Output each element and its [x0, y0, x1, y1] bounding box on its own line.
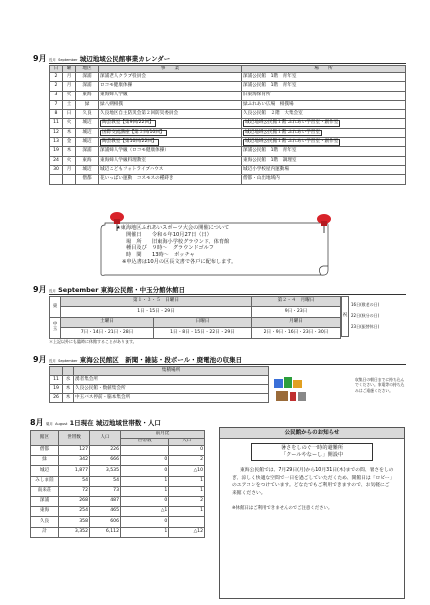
garbage-header-blank-1 [50, 367, 63, 376]
garbage-row [50, 376, 269, 385]
population-title-month-sub: 葉月 [45, 422, 53, 426]
pop-population: 73 [90, 486, 121, 496]
population-row [31, 466, 205, 476]
garbage-underline [49, 364, 406, 365]
population-row [31, 486, 205, 496]
calendar-place-cell [242, 156, 406, 165]
pop-diff-population: △10 [169, 466, 205, 476]
pop-households: 1,877 [59, 466, 90, 476]
pop-header-diff-pop: 人口 [169, 438, 205, 446]
pop-population: 487 [90, 496, 121, 506]
info-banner [251, 443, 373, 461]
notice-line-0: ★東海地区ふれあいスポーツ大会の開催について [116, 225, 230, 231]
calendar-dow: 火 [63, 91, 76, 100]
calendar-day: 19 [50, 147, 63, 156]
pop-population: 54 [90, 476, 121, 486]
population-title [30, 417, 161, 428]
population-title-en: August [55, 422, 68, 426]
calendar-place-cell [242, 100, 406, 109]
info-header: 公民館からのお知らせ [220, 428, 404, 439]
calendar-event-cell [99, 110, 242, 119]
calendar-event-cell [99, 100, 242, 109]
info-banner-2: 「クールやなーし」開設中 [280, 452, 344, 458]
calendar-event: 陶芸教室【第10回/22回】 [102, 138, 157, 144]
calendar-day: 8 [50, 110, 63, 119]
garbage-row [50, 394, 269, 403]
closed-label-tama: 玉 [52, 327, 58, 332]
calendar-dow: 木 [63, 128, 76, 137]
calendar-title-text: 城辺地域公民館事業カレンダー [79, 55, 171, 63]
pop-diff-households: 1 [121, 476, 169, 486]
notice-line-2: 場 所 旧東海小学校グラウンド、体育館 [126, 238, 230, 245]
calendar-area: 緑 [76, 100, 99, 109]
calendar-underline [49, 63, 406, 64]
calendar-day: 11 [50, 119, 63, 128]
pop-households: 3,352 [59, 527, 90, 537]
garbage-side-note: 収集日の朝日までに持ち込んでください。家電等の持ち込みはご遠慮ください。 [355, 377, 405, 393]
calendar-day [50, 175, 63, 184]
calendar-place: 深浦公民館 1階 青年室 [243, 83, 297, 89]
calendar-place-cell [242, 73, 406, 82]
calendar-header-place: 場 所 [242, 66, 406, 73]
closed-holiday-2: 23日(振替休日) [351, 324, 380, 329]
closed-naka-d2: 1日・8日・15日・22日・29日 [154, 328, 252, 339]
closed-higashi-dates-2: 9日・23日 [252, 307, 341, 318]
garbage-header-place: 集積場所 [74, 367, 269, 376]
calendar-place: 城辺小学校屋内運動場 [243, 166, 289, 172]
calendar-place: 深浦公民館 1階 青年室 [243, 148, 297, 154]
calendar-event-cell [99, 147, 242, 156]
calendar-area: 城辺 [76, 128, 99, 137]
closed-title-month-sub: 長月 [48, 289, 56, 293]
pop-area: みしま陸 [31, 476, 59, 486]
closed-label-higashi: 東 [50, 297, 61, 318]
garbage-title-month-sub: 長月 [48, 359, 56, 363]
calendar-row [50, 175, 406, 184]
notice-scroll [99, 222, 331, 277]
closed-naka-h1: 土曜日 [61, 318, 154, 328]
garbage-place: 久良公民館・数値集会所 [74, 385, 269, 394]
pop-diff-households: 0 [121, 466, 169, 476]
population-row [31, 446, 205, 456]
pop-diff-households: 0 [121, 456, 169, 466]
closed-higashi-dates-1: 1日・15日・29日 [61, 307, 252, 318]
calendar-event-cell [99, 128, 242, 137]
calendar-day: 24 [50, 156, 63, 165]
calendar-dow: 金 [63, 138, 76, 147]
info-footer: ※休館日はご利用できませんのでご注意ください。 [232, 506, 333, 512]
calendar-title-month-sub: 長月 [48, 58, 56, 62]
calendar-event-cell [99, 119, 242, 128]
pop-diff-population: 1 [169, 507, 205, 517]
closed-higashi-header-1: 第１・３・５ 日曜日 [61, 297, 252, 307]
calendar-event: 深浦老人クラブ役員会 [100, 73, 146, 79]
calendar-dow: 火 [63, 119, 76, 128]
calendar-place-cell [242, 110, 406, 119]
pop-diff-population: 0 [169, 446, 205, 456]
pop-population: 6,112 [90, 527, 121, 537]
calendar-event: 久良地区自主防災会第２回防災委員会 [100, 111, 179, 117]
calendar-event: 城辺こどもフォトライブハウス [100, 166, 164, 172]
garbage-place: 中玉バス停前・脇本集会所 [74, 394, 269, 403]
pop-area: 南来荘 [31, 486, 59, 496]
calendar-day: 2 [50, 82, 63, 91]
pop-population: 666 [90, 456, 121, 466]
calendar-event-cell [99, 82, 242, 91]
calendar-row [50, 100, 406, 109]
notice-line-4: 時 間 13時～ ボッチャ [126, 252, 195, 259]
pop-area: 東海 [31, 507, 59, 517]
pop-households: 268 [59, 496, 90, 506]
pop-header-pop: 人口 [90, 431, 121, 446]
notice-line-3: 種目及び ９時～ グラウンドゴルフ [126, 245, 214, 252]
pop-population: 3,535 [90, 466, 121, 476]
garbage-title-month: 9月 [33, 355, 47, 364]
calendar-header-dow: 曜 [63, 66, 76, 73]
calendar-day: 30 [50, 165, 63, 174]
pop-diff-population: 1 [169, 486, 205, 496]
calendar-place: 久良公民館 ２階 大集会室 [243, 111, 303, 117]
closed-underline [49, 294, 406, 295]
pop-area: 久良 [31, 517, 59, 527]
closed-holiday-0: 16日(敬老の日) [351, 302, 380, 307]
pop-header-diff: 前月比 [121, 431, 205, 439]
calendar-place: 緑ふれあい広場 相撲場 [243, 101, 294, 107]
calendar-area: 城辺 [76, 138, 99, 147]
recycle-illustration-icon [272, 375, 312, 405]
closed-naka-d1: 7日・14日・21日・28日 [61, 328, 154, 339]
calendar-place-cell [242, 138, 406, 147]
calendar-day: 13 [50, 138, 63, 147]
pop-area: 深浦 [31, 496, 59, 506]
calendar-day: 7 [50, 100, 63, 109]
pushpin-left-icon [107, 210, 127, 232]
calendar-dow [63, 175, 76, 184]
closed-note: ＊上記以外にも臨時に休館することがあります。 [49, 339, 137, 344]
calendar-event: 東海婦人学級料理教室 [100, 157, 146, 163]
pop-households: 54 [59, 476, 90, 486]
garbage-table [49, 366, 269, 403]
calendar-dow: 木 [63, 147, 76, 156]
calendar-dow: 月 [63, 73, 76, 82]
garbage-dow: 木 [63, 394, 74, 403]
population-title-date: 1日現在 [69, 419, 94, 427]
calendar-place-cell [242, 175, 406, 184]
calendar-dow: 日 [63, 110, 76, 119]
closed-holidays [351, 299, 379, 332]
info-body: 東海公民館では、7月29日(月)から10月31日(木)までの間、暑さをしのぎ、涼しく快適な空間で一日を過ごしていただくため、開館日は「ロビー」のエアコンをつけています。どなたでもご利用できますので、お気軽にご来館ください。 [232, 468, 394, 496]
calendar-place: 旧東海保育所 [243, 92, 271, 98]
pop-households: 358 [59, 517, 90, 527]
calendar-event-cell [99, 175, 242, 184]
calendar-header-row [50, 66, 406, 73]
info-banner-1: 暑さをしのぐ一時的避難所 [280, 445, 344, 451]
population-row [31, 476, 205, 486]
pop-diff-population: 2 [169, 456, 205, 466]
calendar-header-area: 地区 [76, 66, 99, 73]
calendar-title-month: 9月 [33, 54, 47, 63]
population-row [31, 507, 205, 517]
calendar-area: 久良 [76, 110, 99, 119]
calendar-area: 僧都 [76, 175, 99, 184]
pop-households: 127 [59, 446, 90, 456]
info-box [219, 427, 405, 599]
calendar-table [49, 65, 406, 185]
closed-naka-h3: 月曜日 [252, 318, 341, 328]
pop-diff-population: △12 [169, 527, 205, 537]
pop-diff-households: △1 [121, 507, 169, 517]
closed-higashi-header-2: 第２・４ 月曜日 [252, 297, 341, 307]
pop-population: 606 [90, 517, 121, 527]
calendar-day: 3 [50, 91, 63, 100]
calendar-event-cell [99, 73, 242, 82]
garbage-header-blank-2 [63, 367, 74, 376]
pop-diff-households: 0 [121, 496, 169, 506]
calendar-row [50, 128, 406, 137]
calendar-row [50, 91, 406, 100]
closed-table [49, 296, 341, 339]
garbage-day: 26 [50, 394, 63, 403]
calendar-title-en: September [58, 58, 78, 62]
closed-label-shu: 祝 [341, 296, 349, 337]
calendar-area: 城辺 [76, 165, 99, 174]
calendar-row [50, 73, 406, 82]
population-title-text: 城辺地域世帯数・人口 [95, 419, 161, 427]
calendar-area: 深浦 [76, 147, 99, 156]
pop-households: 342 [59, 456, 90, 466]
calendar-row [50, 82, 406, 91]
pop-households: 254 [59, 507, 90, 517]
pop-households: 72 [59, 486, 90, 496]
calendar-area: 深浦 [76, 82, 99, 91]
closed-title-text: September 東海公民館・中玉分館休館日 [58, 286, 186, 294]
population-row [31, 527, 205, 537]
closed-title-month: 9月 [33, 285, 47, 294]
calendar-dow: 月 [63, 82, 76, 91]
calendar-place: 城辺地域公民館１階 ふれあい学習室 [245, 129, 320, 135]
calendar-event: 陶芸教室【第9回/22回】 [102, 120, 154, 126]
calendar-event: ロコモ健康体操 [100, 83, 133, 89]
pop-area: 緑 [31, 456, 59, 466]
garbage-row [50, 385, 269, 394]
population-row [31, 517, 205, 527]
pop-diff-households: 1 [121, 486, 169, 496]
calendar-event: 国際交流講座【第３回/10回】 [102, 129, 165, 135]
calendar-dow: 月 [63, 165, 76, 174]
closed-naka-d3: 2日・9日・16日・23日・30日 [252, 328, 341, 339]
pop-diff-households: 0 [121, 517, 169, 527]
calendar-place: 城辺地域公民館１階 ふれあい学習室・創作室 [245, 138, 339, 144]
calendar-row [50, 156, 406, 165]
pop-diff-population [169, 517, 205, 527]
garbage-day: 11 [50, 376, 63, 385]
pop-header-area: 館区 [31, 431, 59, 446]
calendar-row [50, 138, 406, 147]
calendar-place-cell [242, 82, 406, 91]
garbage-title-en: September [58, 359, 78, 363]
calendar-place: 城辺地域公民館１階 ふれあい学習室・創作室 [245, 120, 339, 126]
pop-header-diff-households: 世帯数 [121, 438, 169, 446]
calendar-day: 2 [50, 73, 63, 82]
garbage-dow: 水 [63, 376, 74, 385]
calendar-event: 緑八朔相撲 [100, 101, 123, 107]
pop-population: 226 [90, 446, 121, 456]
notice-line-1: 開催日 令和６年10月27日（日） [126, 231, 212, 238]
calendar-event-cell [99, 91, 242, 100]
calendar-row [50, 165, 406, 174]
pop-area: 僧都 [31, 446, 59, 456]
population-row [31, 456, 205, 466]
garbage-dow: 木 [63, 385, 74, 394]
pop-area: 城辺 [31, 466, 59, 476]
calendar-day: 12 [50, 128, 63, 137]
calendar-place-cell [242, 91, 406, 100]
calendar-event: 東海婦人学級 [100, 92, 128, 98]
calendar-header-day: 日 [50, 66, 63, 73]
calendar-area: 城辺 [76, 119, 99, 128]
population-title-month: 8月 [30, 418, 44, 427]
closed-holiday-1: 22日(秋分の日) [351, 313, 380, 318]
pop-population: 465 [90, 507, 121, 517]
pop-area: 計 [31, 527, 59, 537]
pop-diff-population: 1 [169, 476, 205, 486]
calendar-dow: 火 [63, 156, 76, 165]
garbage-day: 19 [50, 385, 63, 394]
notice-line-5: ※申込書は10月の区長文書で各戸に配布します。 [122, 258, 237, 265]
garbage-place: 湧者集会所 [74, 376, 269, 385]
calendar-event-cell [99, 138, 242, 147]
closed-naka-h2: 日曜日 [154, 318, 252, 328]
pop-header-households: 世帯数 [59, 431, 90, 446]
calendar-place: 僧都・山出地域内 [243, 176, 280, 182]
closed-label-naka-text: 中 [52, 322, 58, 328]
calendar-area: 深浦 [76, 73, 99, 82]
calendar-row [50, 110, 406, 119]
calendar-row [50, 147, 406, 156]
garbage-title-text: 東海公民館区 新聞・雑誌・段ボール・廃電池の収集日 [79, 356, 243, 364]
closed-label-naka [50, 318, 61, 339]
calendar-place: 深浦公民館 1階 青年室 [243, 73, 297, 79]
calendar-header-event: 事 業 [99, 66, 242, 73]
calendar-place-cell [242, 119, 406, 128]
pop-diff-households [121, 446, 169, 456]
calendar-place: 東海公民館 1階 調理室 [243, 157, 297, 163]
calendar-place-cell [242, 147, 406, 156]
pop-diff-population: 2 [169, 496, 205, 506]
calendar-dow: 土 [63, 100, 76, 109]
calendar-place-cell [242, 165, 406, 174]
calendar-event-cell [99, 165, 242, 174]
population-table [30, 430, 205, 538]
calendar-area: 東海 [76, 91, 99, 100]
calendar-area: 東海 [76, 156, 99, 165]
pop-diff-households: 1 [121, 527, 169, 537]
pushpin-right-icon [314, 212, 334, 234]
calendar-event-cell [99, 156, 242, 165]
calendar-place-cell [242, 128, 406, 137]
population-row [31, 496, 205, 506]
calendar-row [50, 119, 406, 128]
calendar-event: 深浦婦人学級（ロコモ健康体操） [100, 148, 169, 154]
calendar-event: 花いっぱい運動 コスモスの種蒔き [100, 176, 174, 182]
